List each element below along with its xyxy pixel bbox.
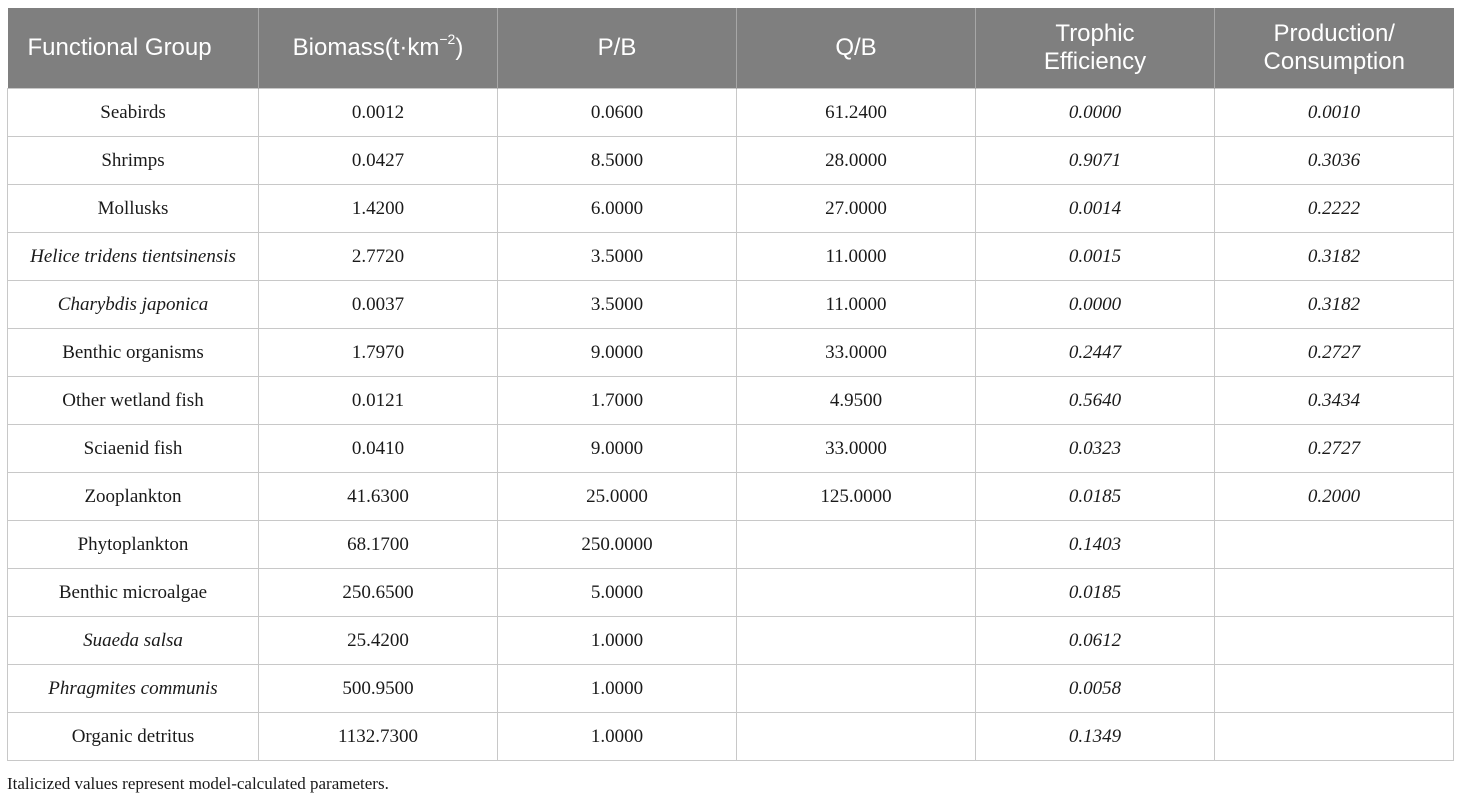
cell-te: 0.0323 [976, 425, 1215, 473]
cell-te: 0.0000 [976, 281, 1215, 329]
cell-te: 0.0000 [976, 89, 1215, 137]
cell-pb: 8.5000 [498, 137, 737, 185]
cell-group: Suaeda salsa [8, 617, 259, 665]
table-row [8, 473, 1454, 521]
header-te-line1: Trophic [1055, 20, 1135, 47]
header-biomass-close: ) [455, 34, 464, 61]
table-row [8, 137, 1454, 185]
functional-group-table [7, 8, 1454, 761]
cell-qb: 125.0000 [737, 473, 976, 521]
cell-pb: 3.5000 [498, 233, 737, 281]
cell-group: Sciaenid fish [8, 425, 259, 473]
cell-biomass: 1.7970 [259, 329, 498, 377]
cell-pc: 0.3182 [1215, 233, 1454, 281]
cell-group: Benthic microalgae [8, 569, 259, 617]
cell-pb: 3.5000 [498, 281, 737, 329]
cell-biomass: 68.1700 [259, 521, 498, 569]
cell-pc [1215, 665, 1454, 713]
cell-pb: 9.0000 [498, 329, 737, 377]
cell-te: 0.5640 [976, 377, 1215, 425]
cell-te: 0.2447 [976, 329, 1215, 377]
cell-te: 0.0015 [976, 233, 1215, 281]
cell-group: Zooplankton [8, 473, 259, 521]
header-biomass-exponent: −2 [439, 31, 456, 47]
cell-te: 0.0612 [976, 617, 1215, 665]
cell-pc: 0.3182 [1215, 281, 1454, 329]
table-row [8, 377, 1454, 425]
cell-biomass: 1132.7300 [259, 713, 498, 761]
cell-pc: 0.2222 [1215, 185, 1454, 233]
cell-qb: 11.0000 [737, 233, 976, 281]
cell-biomass: 25.4200 [259, 617, 498, 665]
table-row [8, 569, 1454, 617]
cell-qb [737, 521, 976, 569]
cell-pb: 25.0000 [498, 473, 737, 521]
table-row [8, 617, 1454, 665]
header-qb: Q/B [737, 8, 976, 89]
table-row [8, 521, 1454, 569]
table-container [7, 8, 1453, 761]
cell-pc: 0.2000 [1215, 473, 1454, 521]
table-row [8, 713, 1454, 761]
table-row [8, 185, 1454, 233]
cell-group: Phytoplankton [8, 521, 259, 569]
cell-biomass: 0.0121 [259, 377, 498, 425]
cell-pc [1215, 569, 1454, 617]
header-biomass [259, 8, 498, 89]
table-row [8, 233, 1454, 281]
cell-pb: 250.0000 [498, 521, 737, 569]
cell-pc: 0.2727 [1215, 425, 1454, 473]
cell-group: Organic detritus [8, 713, 259, 761]
table-row [8, 425, 1454, 473]
cell-pc [1215, 617, 1454, 665]
cell-te: 0.1403 [976, 521, 1215, 569]
cell-pc [1215, 521, 1454, 569]
cell-te: 0.0058 [976, 665, 1215, 713]
cell-qb: 4.9500 [737, 377, 976, 425]
header-functional-group: Functional Group [8, 8, 259, 89]
cell-group: Benthic organisms [8, 329, 259, 377]
cell-pb: 6.0000 [498, 185, 737, 233]
cell-pc: 0.3434 [1215, 377, 1454, 425]
cell-pc: 0.3036 [1215, 137, 1454, 185]
cell-qb: 61.2400 [737, 89, 976, 137]
cell-pc: 0.2727 [1215, 329, 1454, 377]
cell-group: Seabirds [8, 89, 259, 137]
cell-group: Helice tridens tientsinensis [8, 233, 259, 281]
cell-pb: 1.0000 [498, 713, 737, 761]
cell-qb [737, 569, 976, 617]
cell-te: 0.9071 [976, 137, 1215, 185]
cell-pb: 1.7000 [498, 377, 737, 425]
header-row [8, 8, 1454, 89]
cell-biomass: 41.6300 [259, 473, 498, 521]
cell-qb: 28.0000 [737, 137, 976, 185]
cell-pc [1215, 713, 1454, 761]
cell-te: 0.0185 [976, 569, 1215, 617]
header-pc-line2: Consumption [1263, 48, 1405, 75]
cell-pb: 1.0000 [498, 665, 737, 713]
table-row [8, 281, 1454, 329]
header-pc-line1: Production/ [1273, 20, 1395, 47]
cell-biomass: 2.7720 [259, 233, 498, 281]
table-body [8, 89, 1454, 761]
cell-qb: 27.0000 [737, 185, 976, 233]
header-production-consumption [1215, 8, 1454, 89]
cell-qb [737, 713, 976, 761]
table-row [8, 665, 1454, 713]
table-row [8, 329, 1454, 377]
table-footnote: Italicized values represent model-calculated parameters. [7, 774, 389, 793]
cell-group: Other wetland fish [8, 377, 259, 425]
cell-biomass: 0.0410 [259, 425, 498, 473]
cell-pc: 0.0010 [1215, 89, 1454, 137]
cell-pb: 1.0000 [498, 617, 737, 665]
cell-pb: 0.0600 [498, 89, 737, 137]
table-row [8, 89, 1454, 137]
cell-group: Mollusks [8, 185, 259, 233]
cell-qb [737, 617, 976, 665]
cell-biomass: 500.9500 [259, 665, 498, 713]
header-pb: P/B [498, 8, 737, 89]
cell-qb: 33.0000 [737, 329, 976, 377]
cell-biomass: 0.0037 [259, 281, 498, 329]
cell-group: Phragmites communis [8, 665, 259, 713]
cell-pb: 5.0000 [498, 569, 737, 617]
cell-qb: 33.0000 [737, 425, 976, 473]
cell-biomass: 1.4200 [259, 185, 498, 233]
cell-te: 0.1349 [976, 713, 1215, 761]
cell-qb [737, 665, 976, 713]
cell-biomass: 0.0427 [259, 137, 498, 185]
cell-qb: 11.0000 [737, 281, 976, 329]
cell-pb: 9.0000 [498, 425, 737, 473]
cell-group: Shrimps [8, 137, 259, 185]
cell-te: 0.0014 [976, 185, 1215, 233]
cell-biomass: 250.6500 [259, 569, 498, 617]
cell-biomass: 0.0012 [259, 89, 498, 137]
header-trophic-efficiency [976, 8, 1215, 89]
cell-te: 0.0185 [976, 473, 1215, 521]
header-biomass-text: Biomass(t·km [292, 34, 440, 61]
cell-group: Charybdis japonica [8, 281, 259, 329]
header-te-line2: Efficiency [1043, 48, 1147, 75]
